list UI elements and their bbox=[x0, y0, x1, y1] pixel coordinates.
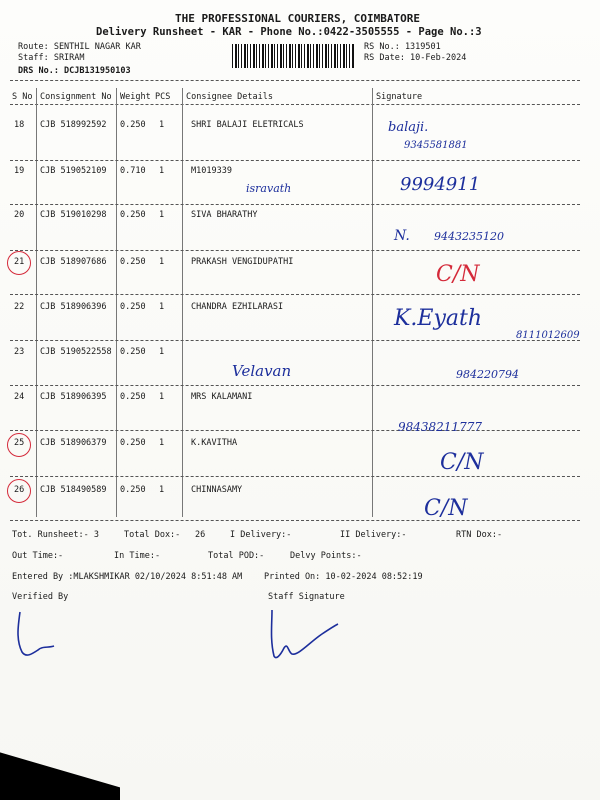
handwritten-phone: 8111012609 bbox=[516, 330, 580, 341]
i-delivery: I Delivery:- bbox=[230, 530, 292, 540]
row-pcs: 1 bbox=[159, 485, 165, 495]
out-time: Out Time:- bbox=[12, 551, 64, 561]
barcode bbox=[232, 44, 354, 68]
row-sno: 26 bbox=[14, 485, 25, 495]
runsheet-title: Delivery Runsheet - KAR - Phone No.:0422-3505555 - Page No.:3 bbox=[96, 26, 482, 38]
col-header-consignee: Consignee Details bbox=[186, 92, 273, 102]
row-divider bbox=[10, 204, 580, 205]
row-sno: 21 bbox=[14, 257, 25, 267]
total-dox-value: 26 bbox=[195, 530, 206, 540]
staff-signature bbox=[262, 606, 342, 666]
handwritten-name: isravath bbox=[246, 182, 292, 195]
row-weight: 0.250 bbox=[120, 438, 146, 448]
scan-shadow-corner bbox=[0, 730, 120, 800]
row-weight: 0.250 bbox=[120, 392, 146, 402]
row-consignment: CJB 5190522558 bbox=[40, 347, 112, 357]
handwritten-cn-mark: C/N bbox=[436, 262, 480, 287]
row-pcs: 1 bbox=[159, 120, 165, 130]
row-sno: 19 bbox=[14, 166, 25, 176]
row-consignment: CJB 518906379 bbox=[40, 438, 107, 448]
row-divider bbox=[10, 160, 580, 161]
tot-runsheet: Tot. Runsheet:- 3 bbox=[12, 530, 99, 540]
rs-number: RS No.: 1319501 bbox=[364, 42, 441, 52]
rs-date: RS Date: 10-Feb-2024 bbox=[364, 53, 467, 63]
col-header-signature: Signature bbox=[376, 92, 423, 102]
handwritten-name: balaji. bbox=[388, 120, 429, 135]
row-sno: 20 bbox=[14, 210, 25, 220]
row-consignee: SIVA BHARATHY bbox=[191, 210, 258, 220]
staff-signature-label: Staff Signature bbox=[268, 592, 345, 602]
row-consignee: SHRI BALAJI ELETRICALS bbox=[191, 120, 304, 130]
total-dox-label: Total Dox:- bbox=[124, 530, 181, 540]
col-header-pcs: PCS bbox=[155, 92, 171, 102]
row-consignee: MRS KALAMANI bbox=[191, 392, 253, 402]
row-consignee: CHINNASAMY bbox=[191, 485, 243, 495]
delvy-points: Delvy Points:- bbox=[290, 551, 362, 561]
row-weight: 0.250 bbox=[120, 485, 146, 495]
row-consignee: M1019339 bbox=[191, 166, 232, 176]
row-divider bbox=[10, 476, 580, 477]
row-divider bbox=[10, 250, 580, 251]
row-consignee: K.KAVITHA bbox=[191, 438, 238, 448]
column-line bbox=[116, 88, 117, 517]
column-line bbox=[36, 88, 37, 517]
row-weight: 0.250 bbox=[120, 120, 146, 130]
route-text: Route: SENTHIL NAGAR KAR bbox=[18, 42, 141, 52]
divider bbox=[10, 80, 580, 81]
staff-text: Staff: SRIRAM bbox=[18, 53, 85, 63]
handwritten-name: Velavan bbox=[232, 362, 292, 380]
row-weight: 0.250 bbox=[120, 302, 146, 312]
verified-by-signature bbox=[8, 606, 68, 664]
row-divider bbox=[10, 430, 580, 431]
row-consignment: CJB 519010298 bbox=[40, 210, 107, 220]
row-consignment: CJB 518907686 bbox=[40, 257, 107, 267]
row-consignee: PRAKASH VENGIDUPATHI bbox=[191, 257, 294, 267]
row-pcs: 1 bbox=[159, 438, 165, 448]
row-sno: 25 bbox=[14, 438, 25, 448]
handwritten-phone: 9345581881 bbox=[404, 140, 468, 151]
handwritten-phone: 984220794 bbox=[456, 368, 519, 381]
row-weight: 0.250 bbox=[120, 257, 146, 267]
row-consignment: CJB 518992592 bbox=[40, 120, 107, 130]
col-header-consignment: Consignment No bbox=[40, 92, 112, 102]
handwritten-scribble: 9994911 bbox=[400, 174, 481, 195]
row-pcs: 1 bbox=[159, 257, 165, 267]
row-weight: 0.250 bbox=[120, 347, 146, 357]
handwritten-phone: 98438211777 bbox=[398, 420, 482, 434]
row-pcs: 1 bbox=[159, 166, 165, 176]
row-consignee: CHANDRA EZHILARASI bbox=[191, 302, 284, 312]
row-divider bbox=[10, 340, 580, 341]
row-divider bbox=[10, 294, 580, 295]
row-sno: 22 bbox=[14, 302, 25, 312]
row-weight: 0.250 bbox=[120, 210, 146, 220]
printed-on: Printed On: 10-02-2024 08:52:19 bbox=[264, 572, 423, 582]
divider bbox=[10, 520, 580, 521]
row-weight: 0.710 bbox=[120, 166, 146, 176]
row-consignment: CJB 518906395 bbox=[40, 392, 107, 402]
handwritten-signature: K.Eyath bbox=[394, 306, 483, 331]
divider bbox=[10, 104, 580, 105]
col-header-sno: S No bbox=[12, 92, 33, 102]
row-sno: 18 bbox=[14, 120, 25, 130]
in-time: In Time:- bbox=[114, 551, 161, 561]
row-pcs: 1 bbox=[159, 347, 165, 357]
row-sno: 23 bbox=[14, 347, 25, 357]
handwritten-name: N. bbox=[394, 228, 410, 244]
entered-by: Entered By :MLAKSHMIKAR 02/10/2024 8:51:48 AM bbox=[12, 572, 243, 582]
row-consignment: CJB 518906396 bbox=[40, 302, 107, 312]
handwritten-phone: 9443235120 bbox=[434, 230, 504, 243]
company-title: THE PROFESSIONAL COURIERS, COIMBATORE bbox=[175, 12, 421, 25]
row-consignment: CJB 518490589 bbox=[40, 485, 107, 495]
verified-by-label: Verified By bbox=[12, 592, 69, 602]
column-line bbox=[182, 88, 183, 517]
column-line bbox=[372, 88, 373, 517]
row-pcs: 1 bbox=[159, 392, 165, 402]
row-sno: 24 bbox=[14, 392, 25, 402]
row-divider bbox=[10, 385, 580, 386]
drs-number: DRS No.: DCJB131950103 bbox=[18, 66, 131, 76]
rtn-dox: RTN Dox:- bbox=[456, 530, 503, 540]
col-header-weight: Weight bbox=[120, 92, 151, 102]
ii-delivery: II Delivery:- bbox=[340, 530, 407, 540]
handwritten-cn-mark: C/N bbox=[440, 450, 484, 475]
row-pcs: 1 bbox=[159, 302, 165, 312]
row-consignment: CJB 519052109 bbox=[40, 166, 107, 176]
row-pcs: 1 bbox=[159, 210, 165, 220]
handwritten-cn-mark: C/N bbox=[424, 496, 468, 521]
total-pod: Total POD:- bbox=[208, 551, 265, 561]
